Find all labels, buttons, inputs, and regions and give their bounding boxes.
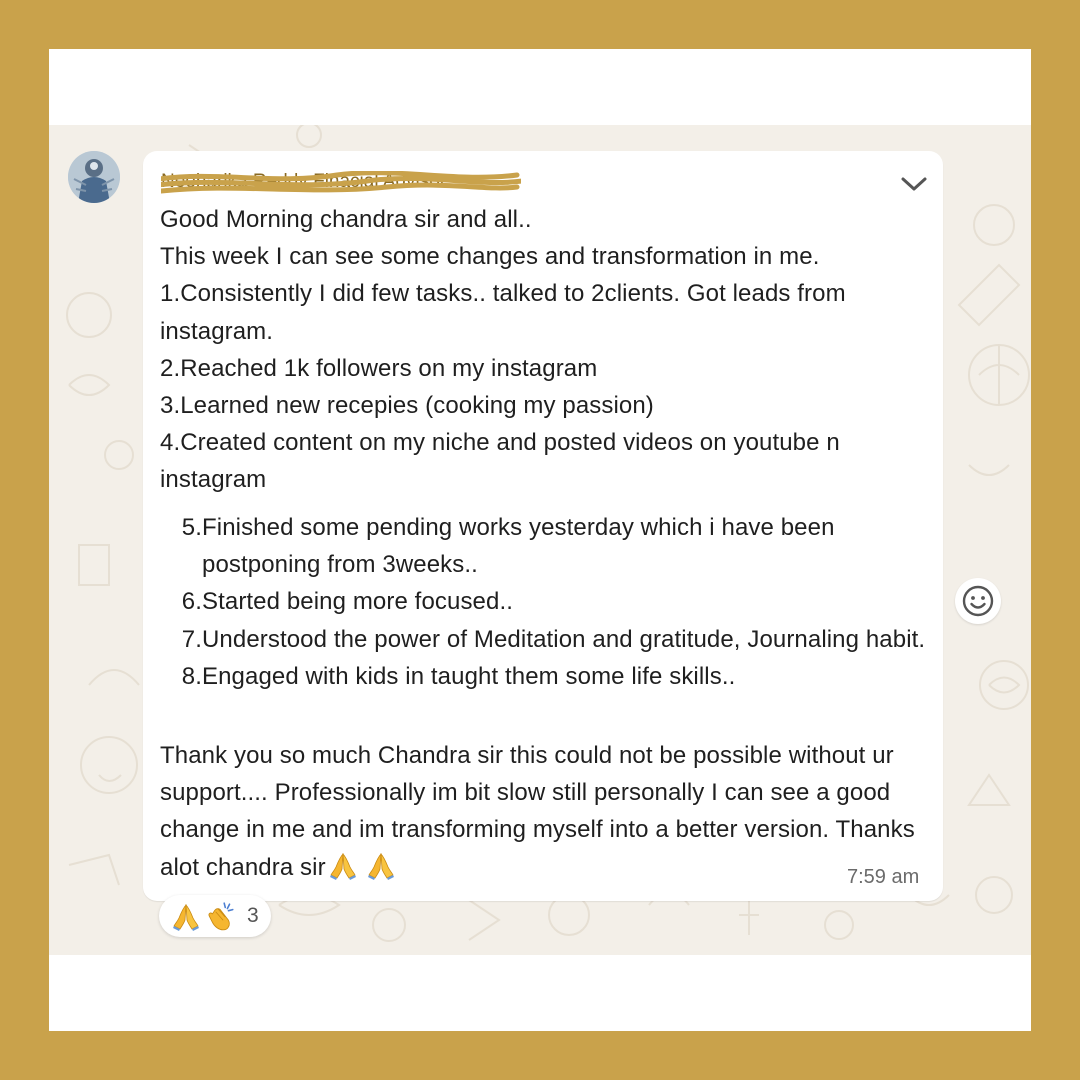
smiley-icon (955, 578, 1001, 624)
chevron-down-icon[interactable] (899, 173, 929, 195)
folded-hands-emoji (171, 901, 201, 931)
chat-background (49, 125, 1031, 955)
message-timestamp: 7:59 am (847, 866, 920, 888)
message-line: Good Morning chandra sir and all.. (160, 206, 532, 233)
ordered-list (160, 509, 940, 695)
name-redaction-scribble (161, 171, 521, 195)
message-text-closing: Thank you so much Chandra sir this could not be possible without ur support.... Professionally im bit slow still personally I can see a good change in me and im transforming myself into a better version. Thanks alot chandra sir (160, 742, 915, 881)
clapping-hands-emoji (205, 900, 237, 932)
list-item: 6. Started being more focused.. (181, 588, 513, 616)
message-line: 2.Reached 1k followers on my instagram (160, 354, 598, 382)
list-item: 5. Finished some pending works yesterday which i have been postponing from 3weeks.. (181, 514, 835, 579)
folded-hands-emoji (328, 850, 358, 880)
react-button[interactable] (955, 578, 1001, 624)
message-text-top (160, 201, 940, 499)
message-line: 3.Learned new recepies (cooking my passion) (160, 392, 654, 420)
folded-hands-emoji (366, 850, 396, 880)
screenshot-frame (49, 49, 1031, 1031)
reactions-pill[interactable] (159, 895, 271, 937)
message-line: 4.Created content on my niche and posted videos on youtube n instagram (160, 429, 840, 494)
list-item: 7. Understood the power of Meditation and gratitude, Journaling habit. (181, 625, 926, 653)
list-item: 8. Engaged with kids in taught them some life skills.. (181, 662, 736, 690)
sender-name[interactable]: Neeharika Reddy Finacial Advisor (161, 171, 521, 195)
message-line: This week I can see some changes and transformation in me. (160, 243, 820, 271)
sender-avatar[interactable] (68, 151, 120, 203)
message-bubble[interactable] (143, 151, 943, 901)
reactions-count: 3 (247, 904, 259, 927)
message-line: 1.Consistently I did few tasks.. talked to 2clients. Got leads from instagram. (160, 280, 846, 345)
